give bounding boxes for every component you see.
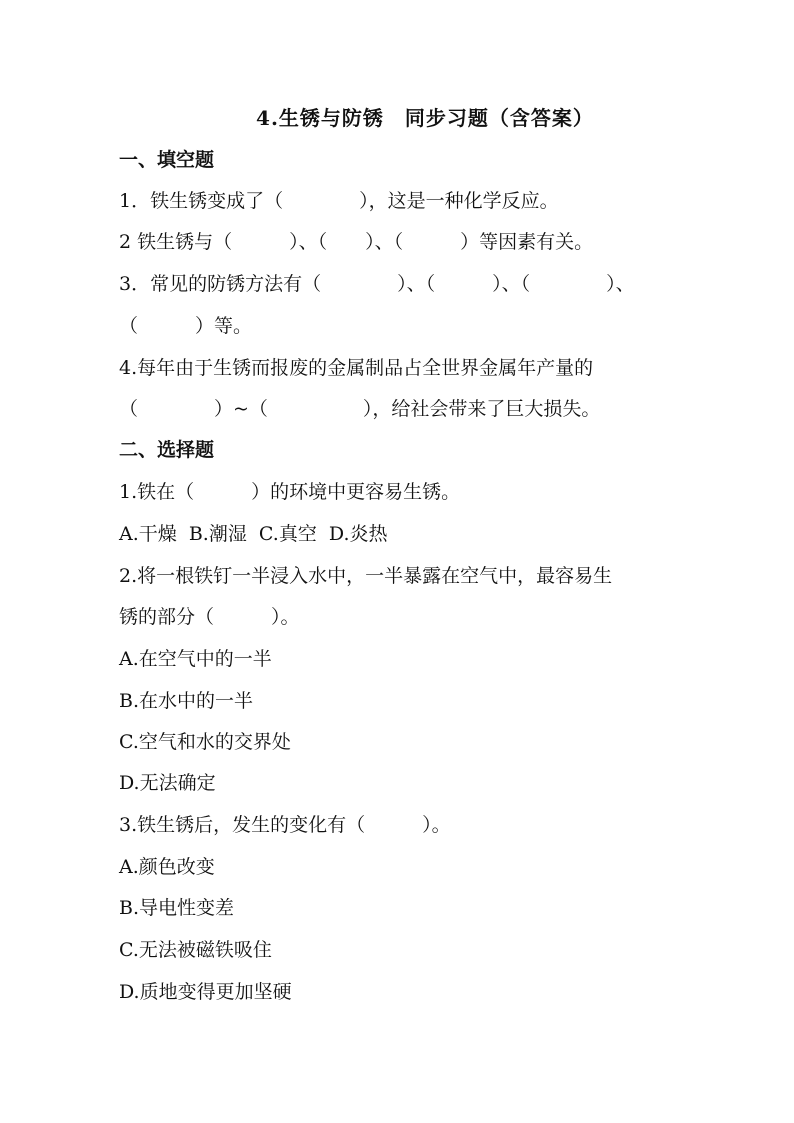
question-2-1: 1.铁在（ ）的环境中更容易生锈。 xyxy=(119,481,461,503)
question-2-3-option-b: B.导电性变差 xyxy=(119,897,235,919)
question-2-3-option-a: A.颜色改变 xyxy=(119,856,215,878)
question-2-2-option-d: D.无法确定 xyxy=(119,772,216,794)
question-2-3: 3.铁生锈后，发生的变化有（ ）。 xyxy=(119,814,451,836)
section-heading-multiple-choice: 二、选择题 xyxy=(119,439,215,461)
question-1-2: 2 铁生锈与（ ）、（ ）、（ ）等因素有关。 xyxy=(119,231,594,253)
question-2-3-option-d: D.质地变得更加坚硬 xyxy=(119,981,292,1003)
question-1-4-line1: 4.每年由于生锈而报废的金属制品占全世界金属年产量的 xyxy=(119,357,594,379)
question-1-4-line2: （ ）~（ ），给社会带来了巨大损失。 xyxy=(119,398,601,420)
question-2-2-option-b: B.在水中的一半 xyxy=(119,690,254,712)
question-2-2-line2: 锈的部分（ ）。 xyxy=(119,606,300,628)
section-heading-fill-blank: 一、填空题 xyxy=(119,149,215,171)
question-1-3-line1: 3．常见的防锈方法有（ ）、（ ）、（ ）、 xyxy=(119,273,635,295)
document-title: 4.生锈与防锈 同步习题（含答案） xyxy=(256,106,594,130)
question-2-2-option-a: A.在空气中的一半 xyxy=(119,648,272,670)
question-1-1: 1．铁生锈变成了（ ），这是一种化学反应。 xyxy=(119,190,559,212)
question-2-2-option-c: C.空气和水的交界处 xyxy=(119,731,291,753)
question-2-3-option-c: C.无法被磁铁吸住 xyxy=(119,939,272,961)
question-2-2-line1: 2.将一根铁钉一半浸入水中，一半暴露在空气中，最容易生 xyxy=(119,565,613,587)
question-1-3-line2: （ ）等。 xyxy=(119,315,253,337)
question-2-1-options: A.干燥 B.潮湿 C.真空 D.炎热 xyxy=(119,523,388,545)
